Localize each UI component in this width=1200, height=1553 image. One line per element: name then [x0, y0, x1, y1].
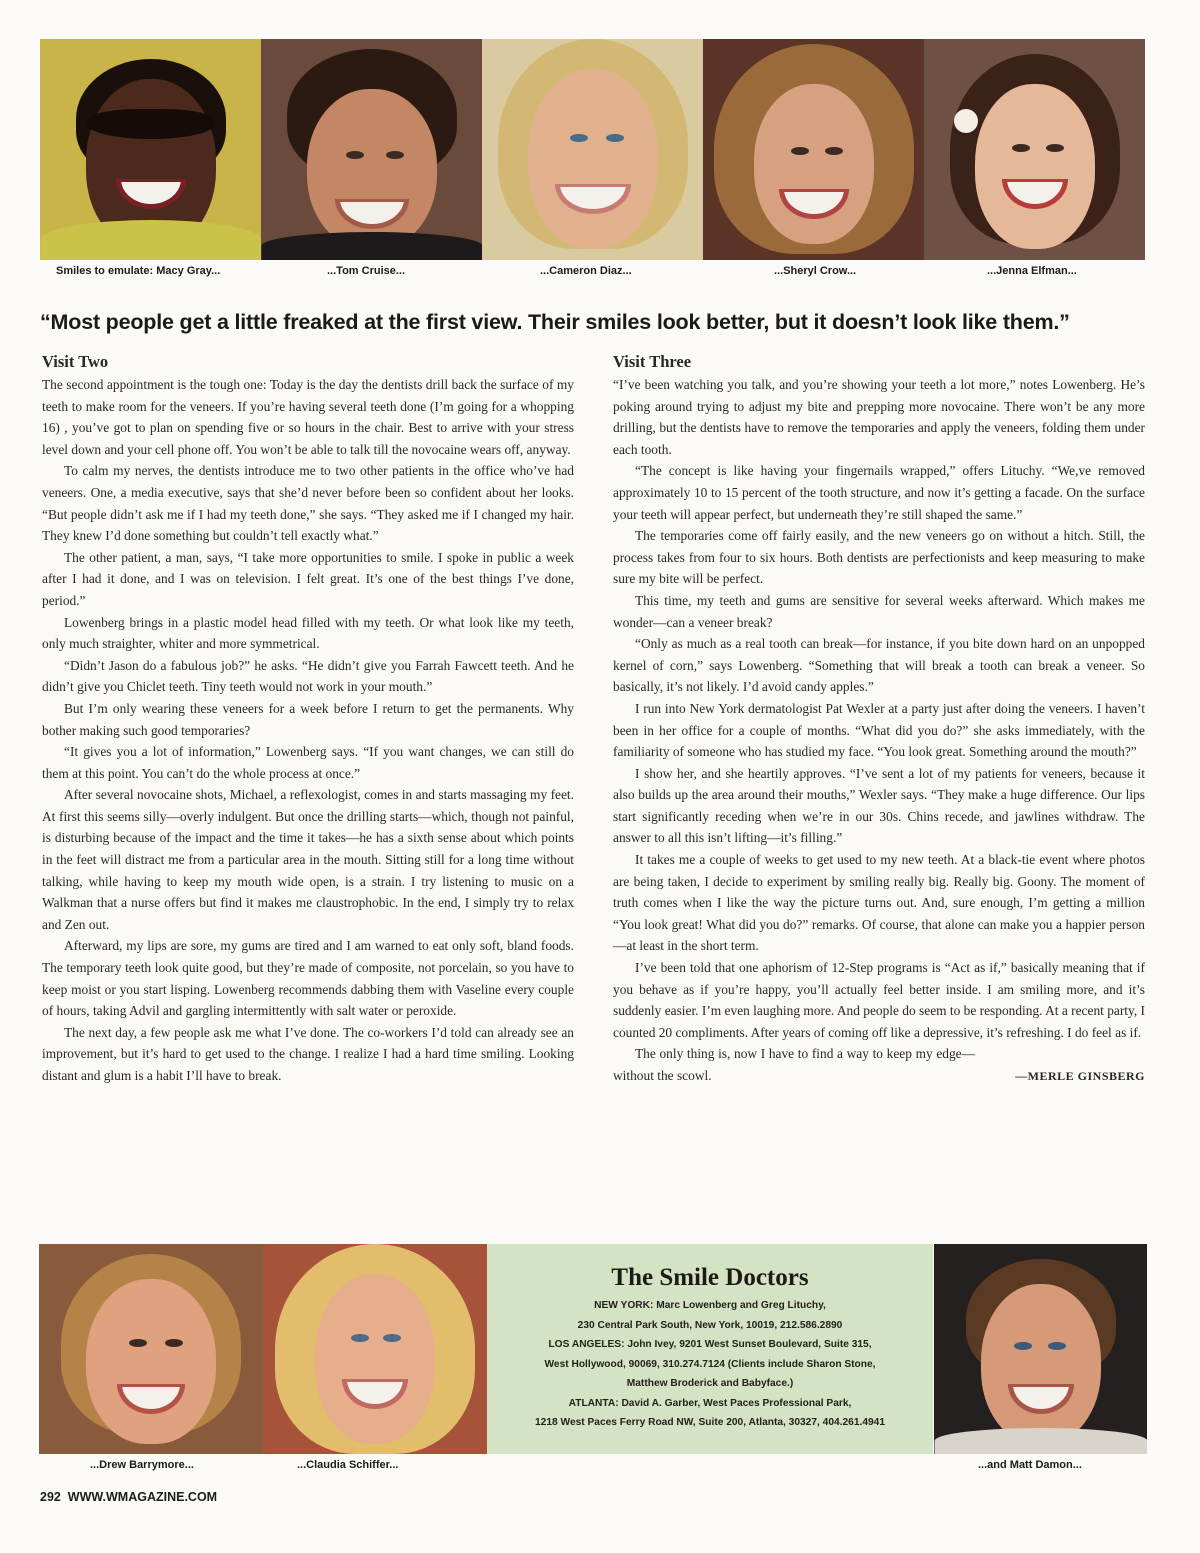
- bottom-photo-strip: [39, 1244, 487, 1454]
- paragraph: The other patient, a man, says, “I take more opportunities to smile. I spoke in public a week after I had it done, and I was on television. I felt great. It’s one of the best things I’ve done, period.”: [42, 549, 574, 608]
- sidebar-line: LOS ANGELES: John Ivey, 9201 West Sunset Boulevard, Suite 315,: [548, 1339, 872, 1350]
- paragraph: Lowenberg brings in a plastic model head filled with my teeth. Or what look like my teeth, only much straighter, whiter and more symmetrical.: [42, 614, 574, 652]
- photo-drew-barrymore: [39, 1244, 263, 1454]
- byline: —MERLE GINSBERG: [1015, 1068, 1145, 1083]
- photo-cameron-diaz: [482, 39, 703, 260]
- paragraph: The next day, a few people ask me what I’ve done. The co-workers I’d told can already see an improvement, but it’s hard to get used to the change. I realize I had a hard time smiling. Looking distant and glum is a habit I’ll have to break.: [42, 1024, 574, 1083]
- paragraph: “The concept is like having your fingernails wrapped,” offers Lituchy. “We,ve removed approximately 10 to 15 percent of the tooth structure, and now it’s getting a facade. On the surface your teeth will appear perfect, but underneath they’re still shaped the same.”: [613, 463, 1145, 522]
- paragraph: To calm my nerves, the dentists introduce me to two other patients in the office who’ve had veneers. One, a media executive, says that she’d never before been so confident about her looks. “But people didn’t ask me if I had my teeth done,” she says. “They asked me if I changed my hair. They knew I’d done something but couldn’t tell exactly what.”: [42, 463, 574, 544]
- sidebar-line: 1218 West Paces Ferry Road NW, Suite 200, Atlanta, 30327, 404.261.4941: [535, 1417, 885, 1428]
- photo-claudia-schiffer: [263, 1244, 487, 1454]
- caption-claudia-schiffer: ...Claudia Schiffer...: [297, 1459, 399, 1471]
- section-heading-visit-two: Visit Two: [42, 352, 109, 371]
- paragraph: The only thing is, now I have to find a way to keep my edge—without the scowl.: [613, 1046, 975, 1083]
- page-footer: 292 WWW.WMAGAZINE.COM: [40, 1490, 218, 1504]
- photo-macy-gray: [40, 39, 261, 260]
- paragraph: Afterward, my lips are sore, my gums are tired and I am warned to eat only soft, bland foods. The temporary teeth look quite good, but they’re made of composite, not porcelain, so you have to keep moist or you start lisping. Lowenberg recommends dabbing them with Vaseline every couple of hours, taking Advil and gargling intermittently with salt water or peroxide.: [42, 938, 574, 1019]
- sidebar-line: West Hollywood, 90069, 310.274.7124 (Clients include Sharon Stone,: [544, 1358, 876, 1370]
- caption-cameron-diaz: ...Cameron Diaz...: [540, 265, 632, 277]
- top-photo-strip: [40, 39, 1145, 260]
- paragraph: After several novocaine shots, Michael, a reflexologist, comes in and starts massaging my feet. At first this seems silly—overly indulgent. But once the drilling starts—which, though not painful, is disturbing because of the impact and the time it takes—he has a sixth sense about which points in the feet will distract me from a particular area in the mouth. Sitting still for a long time without talking, while having to keep my mouth wide open, is a strain. I try listening to music on a Walkman that a nurse offers but find it makes me claustrophobic. In the end, I simply try to relax and Zen out.: [42, 787, 574, 932]
- photo-matt-damon-wrap: [934, 1244, 1147, 1454]
- photo-sheryl-crow: [703, 39, 924, 260]
- paragraph: I show her, and she heartily approves. “I’ve sent a lot of my patients for veneers, because it also builds up the area around their mouths,” Wexler says. “They make a huge difference. Our lips start significantly receding when we’re in our 30s. Chins recede, and jawlines withdraw. The answer to all this isn’t lifting—it’s filling.”: [613, 765, 1145, 846]
- paragraph: The temporaries come off fairly easily, and the new veneers go on without a hitch. Still, the process takes from four to six hours. Both dentists are perfectionists and keep measuring to make sure my bite will be perfect.: [613, 528, 1145, 587]
- caption-matt-damon: ...and Matt Damon...: [978, 1459, 1082, 1471]
- pull-quote: “Most people get a little freaked at the first view. Their smiles look better, but it doesn’t look like them.”: [40, 310, 1070, 334]
- sidebar-line: ATLANTA: David A. Garber, West Paces Professional Park,: [568, 1397, 852, 1409]
- paragraph: “Didn’t Jason do a fabulous job?” he asks. “He didn’t give you Farrah Fawcett teeth. And he didn’t give you Chiclet teeth. Tiny teeth would not work in your mouth.”: [42, 657, 574, 695]
- paragraph: I’ve been told that one aphorism of 12-Step programs is “Act as if,” basically meaning that if you behave as if you’re happy, you’ll actually feel better inside. I am smiling more, and it’s suddenly easier. I’m even laughing more. And people do seem to be responding. At a recent party, I counted 20 compliments. After years of coming off like a depressive, it’s refreshing. I do feel as if.: [613, 960, 1146, 1040]
- caption-jenna-elfman: ...Jenna Elfman...: [987, 265, 1077, 277]
- paragraph: “It gives you a lot of information,” Lowenberg says. “If you want changes, we can still do them at this point. You can’t do the whole process at once.”: [42, 744, 574, 781]
- paragraph: “I’ve been watching you talk, and you’re showing your teeth a lot more,” notes Lowenberg. He’s poking around trying to adjust my bite and prepping more novocaine. There won’t be any more drilling, but the dentists have to remove the temporaries and apply the veneers, folding them under each tooth.: [613, 377, 1145, 457]
- caption-sheryl-crow: ...Sheryl Crow...: [774, 265, 857, 277]
- paragraph: But I’m only wearing these veneers for a week before I return to get the permanents. Why bother making such good temporaries?: [42, 700, 574, 738]
- section-heading-visit-three: Visit Three: [613, 352, 692, 371]
- sidebar-line: NEW YORK: Marc Lowenberg and Greg Lituchy,: [594, 1300, 826, 1311]
- paragraph: I run into New York dermatologist Pat Wexler at a party just after doing the veneers. I haven’t been in her office for a couple of months. “What did you do?” she asks immediately, with the familiarity of someone who has studied my face. “You look great. Something around the mouth?”: [613, 700, 1145, 760]
- sidebar-line: 230 Central Park South, New York, 10019, 212.586.2890: [577, 1319, 843, 1331]
- paragraph: The second appointment is the tough one: Today is the day the dentists drill back the surface of my teeth to make room for the veneers. If you’re having several teeth done (I’m going for a whopping 16) , you’ve got to plan on spending five or so hours in the chair. Best to arrive with your stress level down and your cell phone off. You won’t be able to talk till the novocaine wears off, anyway.: [42, 377, 574, 457]
- left-column: [42, 352, 574, 1087]
- right-column: [613, 352, 1145, 1087]
- photo-tom-cruise: [261, 39, 482, 260]
- sidebar-title: The Smile Doctors: [611, 1264, 809, 1291]
- photo-jenna-elfman: [924, 39, 1145, 260]
- sidebar-line: Matthew Broderick and Babyface.): [626, 1378, 794, 1389]
- paragraph: This time, my teeth and gums are sensitive for several weeks afterward. Which makes me wonder—can a veneer break?: [613, 592, 1145, 630]
- caption-drew-barrymore: ...Drew Barrymore...: [90, 1459, 194, 1471]
- photo-matt-damon: [934, 1244, 1147, 1454]
- paragraph: It takes me a couple of weeks to get used to my new teeth. At a black-tie event where photos are being taken, I decide to experiment by smiling really big. Really big. Goony. The moment of truth comes when I like the way the picture turns out. And, sure enough, I’m getting a million “You look great! What did you do?” remarks. Of course, that alone can make you a happier person—at least in the short term.: [613, 852, 1145, 954]
- caption-macy-gray: Smiles to emulate: Macy Gray...: [56, 265, 221, 277]
- caption-tom-cruise: ...Tom Cruise...: [327, 265, 406, 277]
- smile-doctors-sidebar: [487, 1244, 933, 1454]
- paragraph: “Only as much as a real tooth can break—for instance, if you bite down hard on an unpopped kernel of corn,” says Lowenberg. “Something that will break a tooth can break a veneer. So basically, it’s not likely. I’d avoid candy apples.”: [613, 636, 1145, 695]
